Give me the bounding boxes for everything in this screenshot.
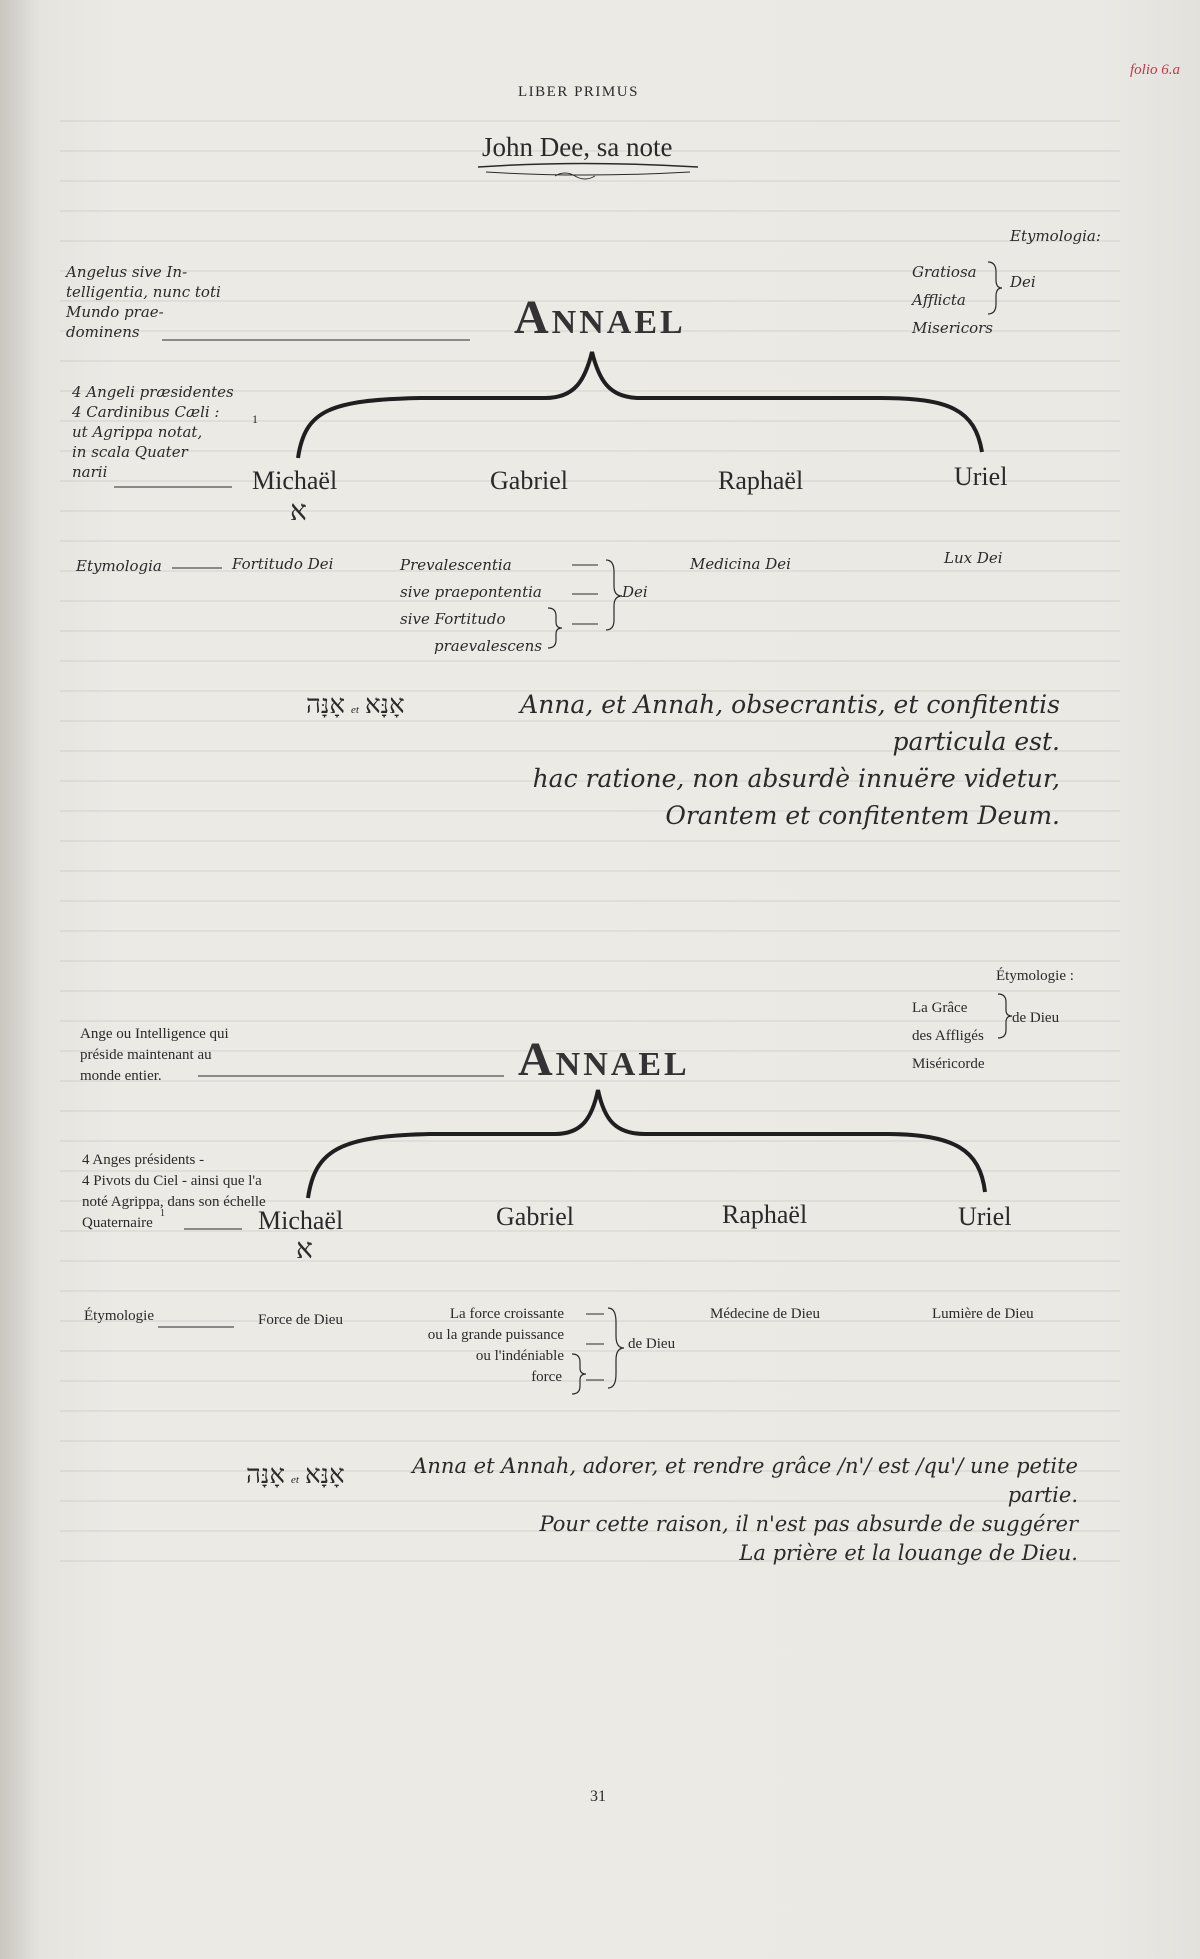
french-hebrew-words: אָנָּה et אָנָּא — [246, 1460, 345, 1489]
french-quote: Anna et Annah, adorer, et rendre grâce /n'/ est /qu'/ une petite partie. Pour cette raison, il n'est pas absurde de suggérer La prière et la louange de Dieu. — [412, 1454, 1078, 1565]
french-footnote-mark: 1 — [160, 1208, 165, 1219]
folio-mark: folio 6.a — [1130, 62, 1181, 78]
french-gabriel-dieu: de Dieu — [628, 1336, 676, 1352]
latin-gabriel-meaning: Prevalescentia sive praepontentia sive Fortitudo praevalescens — [400, 556, 543, 655]
french-uriel-meaning: Lumière de Dieu — [932, 1306, 1034, 1322]
french-presidents-note: 4 Anges présidents - 4 Pivots du Ciel - ainsi que l'a noté Agrippa, dans son échelle Quaternaire — [82, 1152, 266, 1231]
latin-etymologia-label: Etymologia — [76, 557, 162, 575]
french-gabriel-meaning: La force croissante ou la grande puissance ou l'indéniable force — [427, 1306, 564, 1385]
latin-angel-gabriel: Gabriel — [490, 466, 568, 495]
french-annael-heading: Annael — [518, 1033, 690, 1086]
latin-footnote-mark: 1 — [252, 412, 258, 426]
french-raphael-meaning: Médecine de Dieu — [710, 1306, 820, 1322]
latin-etym-head: Etymologia: — [1010, 227, 1101, 245]
page-title: John Dee, sa note — [482, 132, 673, 162]
latin-angel-raphael: Raphaël — [718, 466, 804, 495]
latin-quote: Anna, et Annah, obsecrantis, et confitentis particula est. hac ratione, non absurdè innuëre videtur, Orantem et confitentem Deum. — [520, 690, 1060, 830]
french-aleph: א — [296, 1234, 313, 1265]
french-etym-dieu: de Dieu — [1012, 1010, 1060, 1026]
latin-angel-michael: Michaël — [252, 466, 338, 495]
latin-aleph: א — [290, 496, 307, 527]
french-etym-items: La Grâce des Affligés Miséricorde — [912, 1000, 985, 1072]
latin-angel-uriel: Uriel — [954, 462, 1008, 491]
french-angel-gabriel: Gabriel — [496, 1202, 574, 1231]
french-angel-uriel: Uriel — [958, 1202, 1012, 1231]
latin-michael-meaning: Fortitudo Dei — [232, 555, 334, 573]
page-number: 31 — [590, 1788, 606, 1805]
running-title: LIBER PRIMUS — [518, 84, 639, 100]
french-angel-raphael: Raphaël — [722, 1200, 808, 1229]
latin-left-note: Angelus sive In- telligentia, nunc toti Mundo prae- dominens — [66, 263, 221, 341]
latin-raphael-meaning: Medicina Dei — [690, 555, 791, 573]
french-etymologie-label: Étymologie — [84, 1308, 154, 1324]
latin-gabriel-dei: Dei — [622, 583, 648, 601]
french-left-note: Ange ou Intelligence qui préside maintenant au monde entier. — [80, 1026, 229, 1084]
french-michael-meaning: Force de Dieu — [258, 1312, 343, 1328]
latin-etym-dei: Dei — [1010, 273, 1036, 291]
latin-annael-heading: Annael — [514, 291, 686, 344]
latin-hebrew-words: אָנָּה et אָנָּא — [306, 690, 405, 719]
latin-etym-items: Gratiosa Afflicta Misericors — [912, 263, 993, 337]
latin-presidents-note: 4 Angeli præsidentes 4 Cardinibus Cæli : ut Agrippa notat, in scala Quater narii — [72, 383, 234, 481]
french-etym-head: Étymologie : — [996, 968, 1074, 984]
french-angel-michael: Michaël — [258, 1206, 344, 1235]
latin-uriel-meaning: Lux Dei — [944, 549, 1003, 567]
